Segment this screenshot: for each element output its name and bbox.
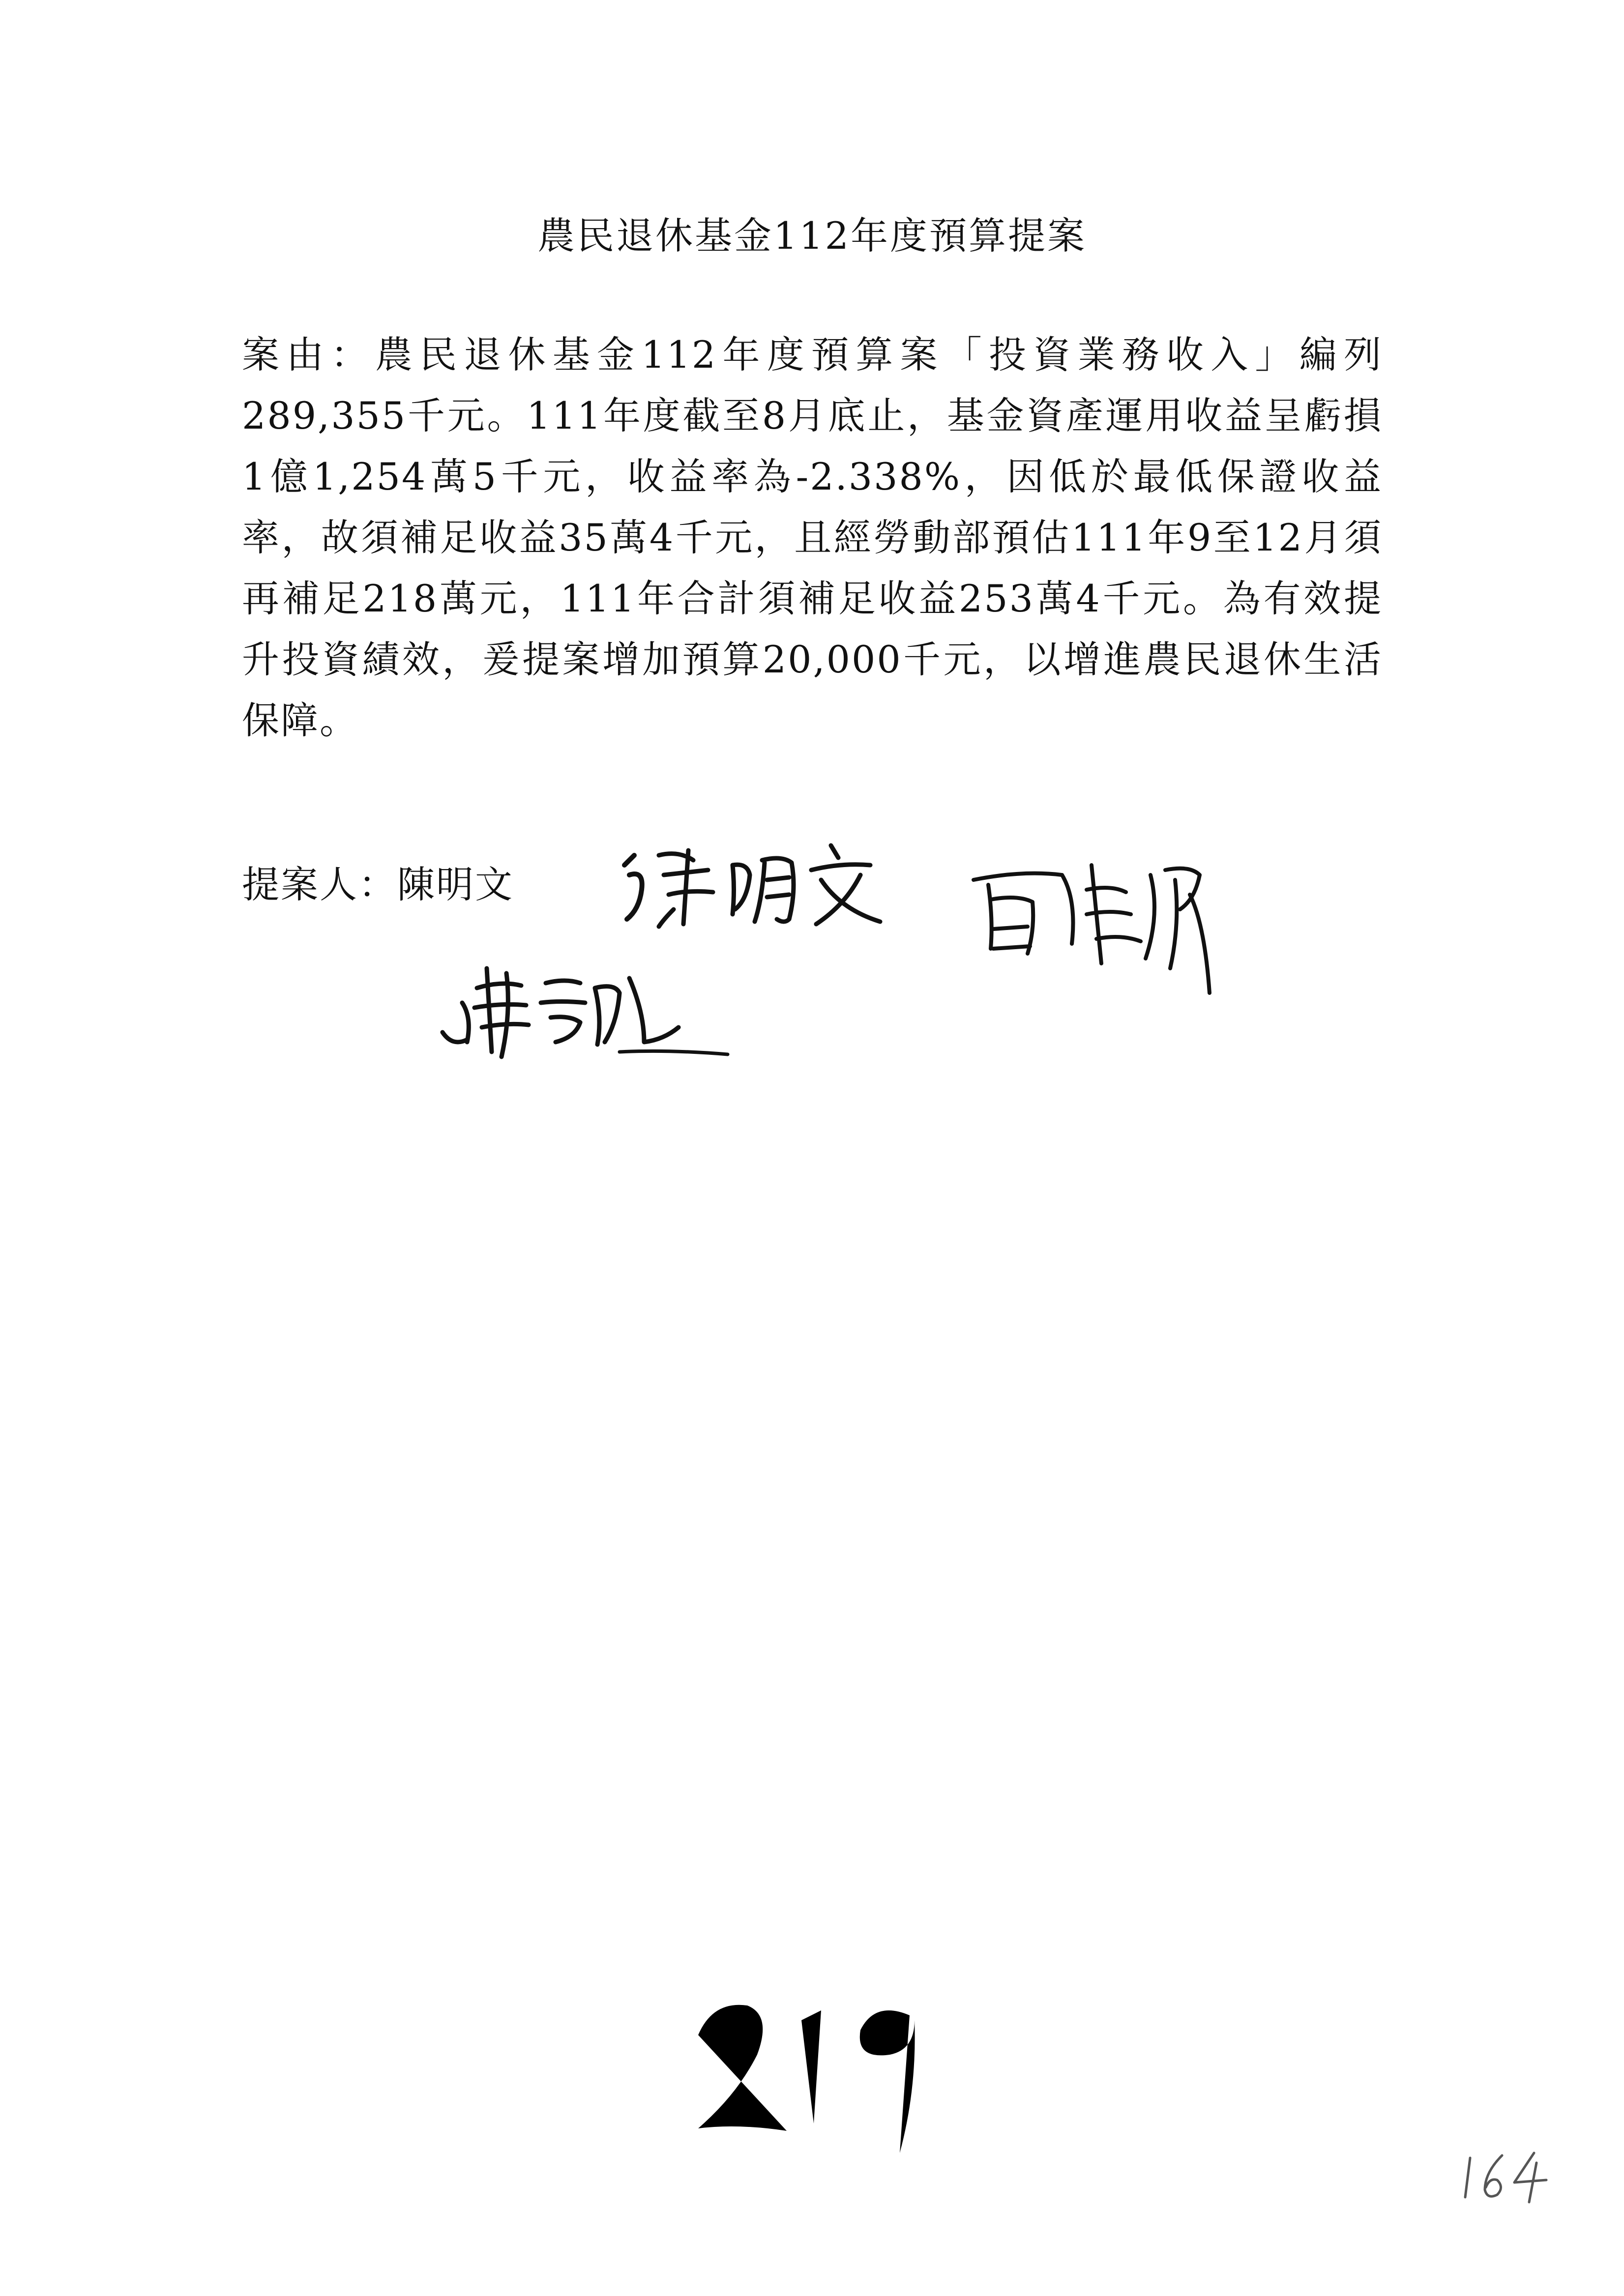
signature-chen-jing-min	[433, 954, 738, 1067]
proposer-line: 提案人：陳明文	[242, 863, 514, 906]
document-title: 農民退休基金112年度預算提案	[537, 214, 1087, 258]
corner-page-number	[1455, 2143, 1554, 2207]
signature-chen-ming-wen	[615, 836, 900, 934]
signature-qiu-zhi-wei	[964, 845, 1239, 1008]
handwritten-page-number	[679, 1961, 954, 2168]
proposal-body: 案由：農民退休基金112年度預算案「投資業務收入」編列289,355千元。111年度截至8月底止，基金資產運用收益呈虧損1億1,254萬5千元，收益率為-2.338%，因低於最低保證收益率，故須補足收益35萬4千元，且經勞動部預估111年9至12月須再補足218萬元，111年合計須補足收益253萬4千元。為有效提升投資績效，爰提案增加預算20,000千元，以增進農民退休生活保障。	[242, 333, 1383, 742]
